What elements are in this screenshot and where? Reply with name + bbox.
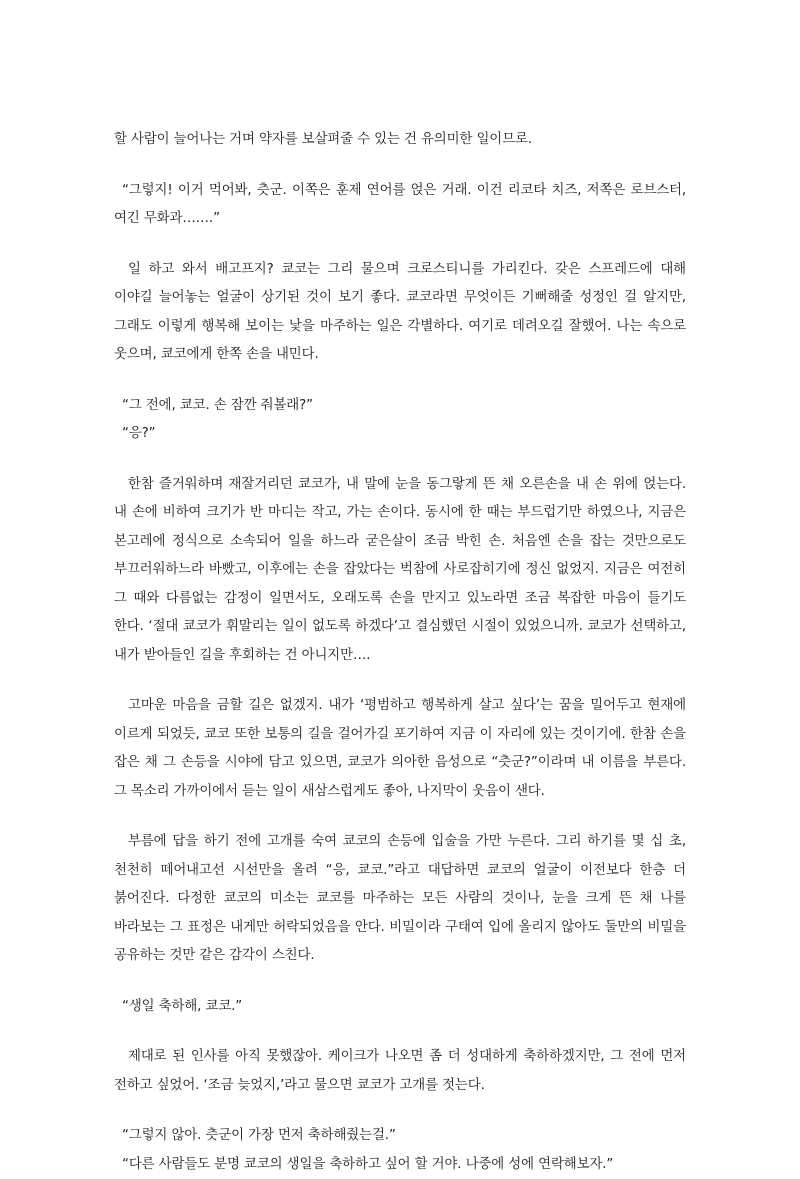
document-page — [114, 126, 686, 1179]
paragraph-gap — [114, 449, 686, 471]
dialog-line: “그렇지! 이거 먹어봐, 츳군. 이쪽은 훈제 연어를 얹은 거래. 이건 리코타 치즈, 저쪽은 로브스터, 여긴 무화과…….” — [114, 177, 686, 234]
dialog-line: “다른 사람들도 분명 쿄코의 생일을 축하하고 싶어 할 거야. 나중에 성에 연락해보자.” — [114, 1151, 686, 1179]
paragraph-gap — [114, 1021, 686, 1043]
dialog-line: “그렇지 않아. 츳군이 가장 먼저 축하해줬는걸.” — [114, 1122, 686, 1151]
paragraph-gap — [114, 670, 686, 692]
paragraph-continued: 할 사람이 늘어나는 거며 약자를 보살펴줄 수 있는 건 유의미한 일이므로. — [114, 126, 686, 155]
dialog-line: “응?” — [114, 420, 686, 449]
narration-paragraph: 부름에 답을 하기 전에 고개를 숙여 쿄코의 손등에 입술을 가만 누른다. 그리 하기를 몇 십 초, 천천히 떼어내고선 시선만을 올려 “응, 쿄코.”라고 대답하면 쿄코의 얼굴이 이전보다 한층 더 붉어진다. 다정한 쿄코의 미소는 쿄코를 마주하는 모든 사람의 것이나, 눈을 크게 뜬 채 나를 바라보는 그 표정은 내게만 허락되었음을 안다. 비밀이라 구태여 입에 올리지 않아도 둘만의 비밀을 공유하는 것만 같은 감각이 스친다. — [114, 828, 686, 971]
narration-paragraph: 일 하고 와서 배고프지? 쿄코는 그리 물으며 크로스티니를 가리킨다. 갖은 스프레드에 대해 이야길 늘어놓는 얼굴이 상기된 것이 보기 좋다. 쿄코라면 무엇이든 기뻐해줄 성정인 걸 알지만, 그래도 이렇게 행복해 보이는 낯을 마주하는 일은 각별하다. 여기로 데려오길 잘했어. 나는 속으로 웃으며, 쿄코에게 한쪽 손을 내민다. — [114, 256, 686, 370]
paragraph-gap — [114, 370, 686, 392]
paragraph-gap — [114, 155, 686, 177]
dialog-line: “생일 축하해, 쿄코.” — [114, 993, 686, 1022]
paragraph-gap — [114, 1100, 686, 1122]
paragraph-gap — [114, 971, 686, 993]
narration-paragraph: 고마운 마음을 금할 길은 없겠지. 내가 ‘평범하고 행복하게 살고 싶다’는 꿈을 밀어두고 현재에 이르게 되었듯, 쿄코 또한 보통의 길을 걸어가길 포기하여 지금 이 자리에 있는 것이기에. 한참 손을 잡은 채 그 손등을 시야에 담고 있으면, 쿄코가 의아한 음성으로 “츳군?”이라며 내 이름을 부른다. 그 목소리 가까이에서 듣는 일이 새삼스럽게도 좋아, 나지막이 웃음이 샌다. — [114, 692, 686, 806]
narration-paragraph: 한참 즐거워하며 재잘거리던 쿄코가, 내 말에 눈을 동그랗게 뜬 채 오른손을 내 손 위에 얹는다. 내 손에 비하여 크기가 반 마디는 작고, 가는 손이다. 동시에 한 때는 부드럽기만 하였으나, 지금은 본고레에 정식으로 소속되어 일을 하느라 굳은살이 조금 박힌 손. 처음엔 손을 잡는 것만으로도 부끄러워하느라 바빴고, 이후에는 손을 잡았다는 벅참에 사로잡히기에 정신 없었지. 지금은 여전히 그 때와 다름없는 감정이 일면서도, 오래도록 손을 만지고 있노라면 조금 복잡한 마음이 들기도 한다. ‘절대 쿄코가 휘말리는 일이 없도록 하겠다’고 결심했던 시절이 있었으니까. 쿄코가 선택하고, 내가 받아들인 길을 후회하는 건 아니지만…. — [114, 471, 686, 671]
paragraph-gap — [114, 234, 686, 256]
paragraph-gap — [114, 806, 686, 828]
narration-paragraph: 제대로 된 인사를 아직 못했잖아. 케이크가 나오면 좀 더 성대하게 축하하겠지만, 그 전에 먼저 전하고 싶었어. ‘조금 늦었지,’라고 물으면 쿄코가 고개를 젓는다. — [114, 1043, 686, 1100]
dialog-line: “그 전에, 쿄코. 손 잠깐 줘볼래?” — [114, 392, 686, 421]
